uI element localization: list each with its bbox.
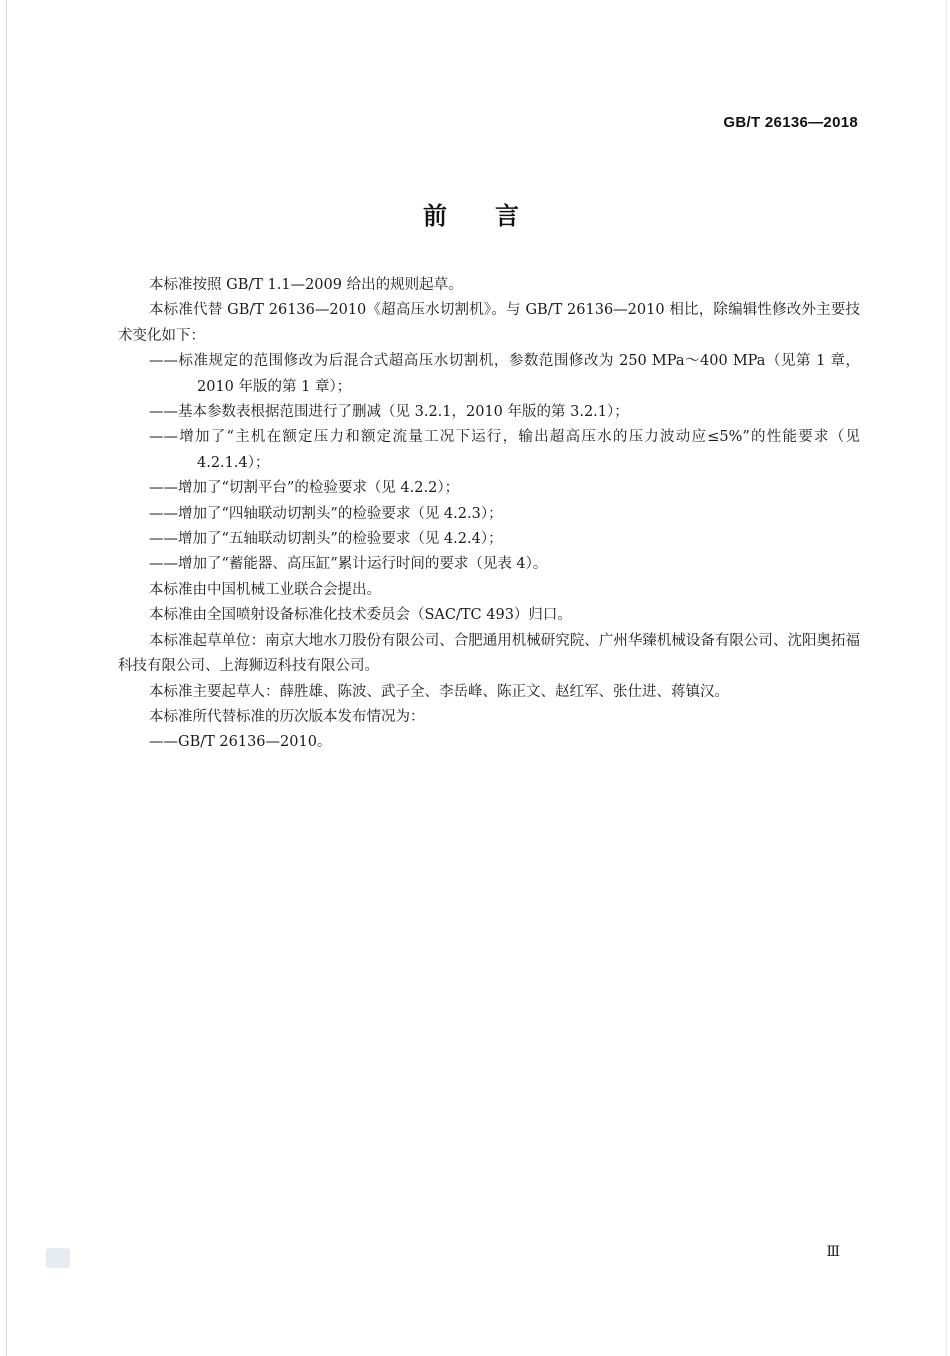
- change-item: ——增加了“四轴联动切割头”的检验要求（见 4.2.3）；: [149, 505, 503, 522]
- paragraph-drafting-rules: 本标准按照 GB/T 1.1—2009 给出的规则起草。: [149, 277, 463, 293]
- change-item: ——基本参数表根据范围进行了删减（见 3.2.1，2010 年版的第 3.2.1）；: [149, 404, 629, 421]
- paragraph-drafters: 本标准主要起草人：薛胜雄、陈波、武子全、李岳峰、陈正文、赵红军、张仕进、蒋镇汉。: [149, 683, 729, 700]
- history-item: ——GB/T 26136—2010。: [149, 734, 332, 751]
- change-item: ——增加了“主机在额定压力和额定流量工况下运行，输出超高压水的压力波动应≤5%”的性能要求（见 4.2.1.4）；: [149, 429, 860, 471]
- paragraph-drafting-units: 本标准起草单位：南京大地水刀股份有限公司、合肥通用机械研究院、广州华臻机械设备有限公司、沈阳奥拓福科技有限公司、上海狮迈科技有限公司。: [118, 632, 860, 675]
- change-item: ——增加了“蓄能器、高压缸”累计运行时间的要求（见表 4）。: [149, 556, 548, 573]
- watermark-logo: [46, 1248, 70, 1268]
- page-number: Ⅲ: [826, 1244, 840, 1260]
- change-item: ——增加了“五轴联动切割头”的检验要求（见 4.2.4）；: [149, 531, 503, 548]
- paragraph-replacement: 本标准代替 GB/T 26136—2010《超高压水切割机》。与 GB/T 26136—2010 相比，除编辑性修改外主要技术变化如下：: [118, 302, 860, 344]
- paragraph-proposer: 本标准由中国机械工业联合会提出。: [149, 581, 381, 598]
- standard-code: GB/T 26136—2018: [723, 114, 858, 131]
- paragraph-committee: 本标准由全国喷射设备标准化技术委员会（SAC/TC 493）归口。: [149, 607, 572, 624]
- change-item: ——标准规定的范围修改为后混合式超高压水切割机，参数范围修改为 250 MPa～400 MPa（见第 1 章，2010 年版的第 1 章）；: [149, 353, 860, 395]
- paragraph-history-intro: 本标准所代替标准的历次版本发布情况为：: [149, 708, 425, 725]
- page-title: 前言: [423, 202, 567, 230]
- document-body: [118, 273, 860, 756]
- change-item: ——增加了“切割平台”的检验要求（见 4.2.2）；: [149, 480, 460, 497]
